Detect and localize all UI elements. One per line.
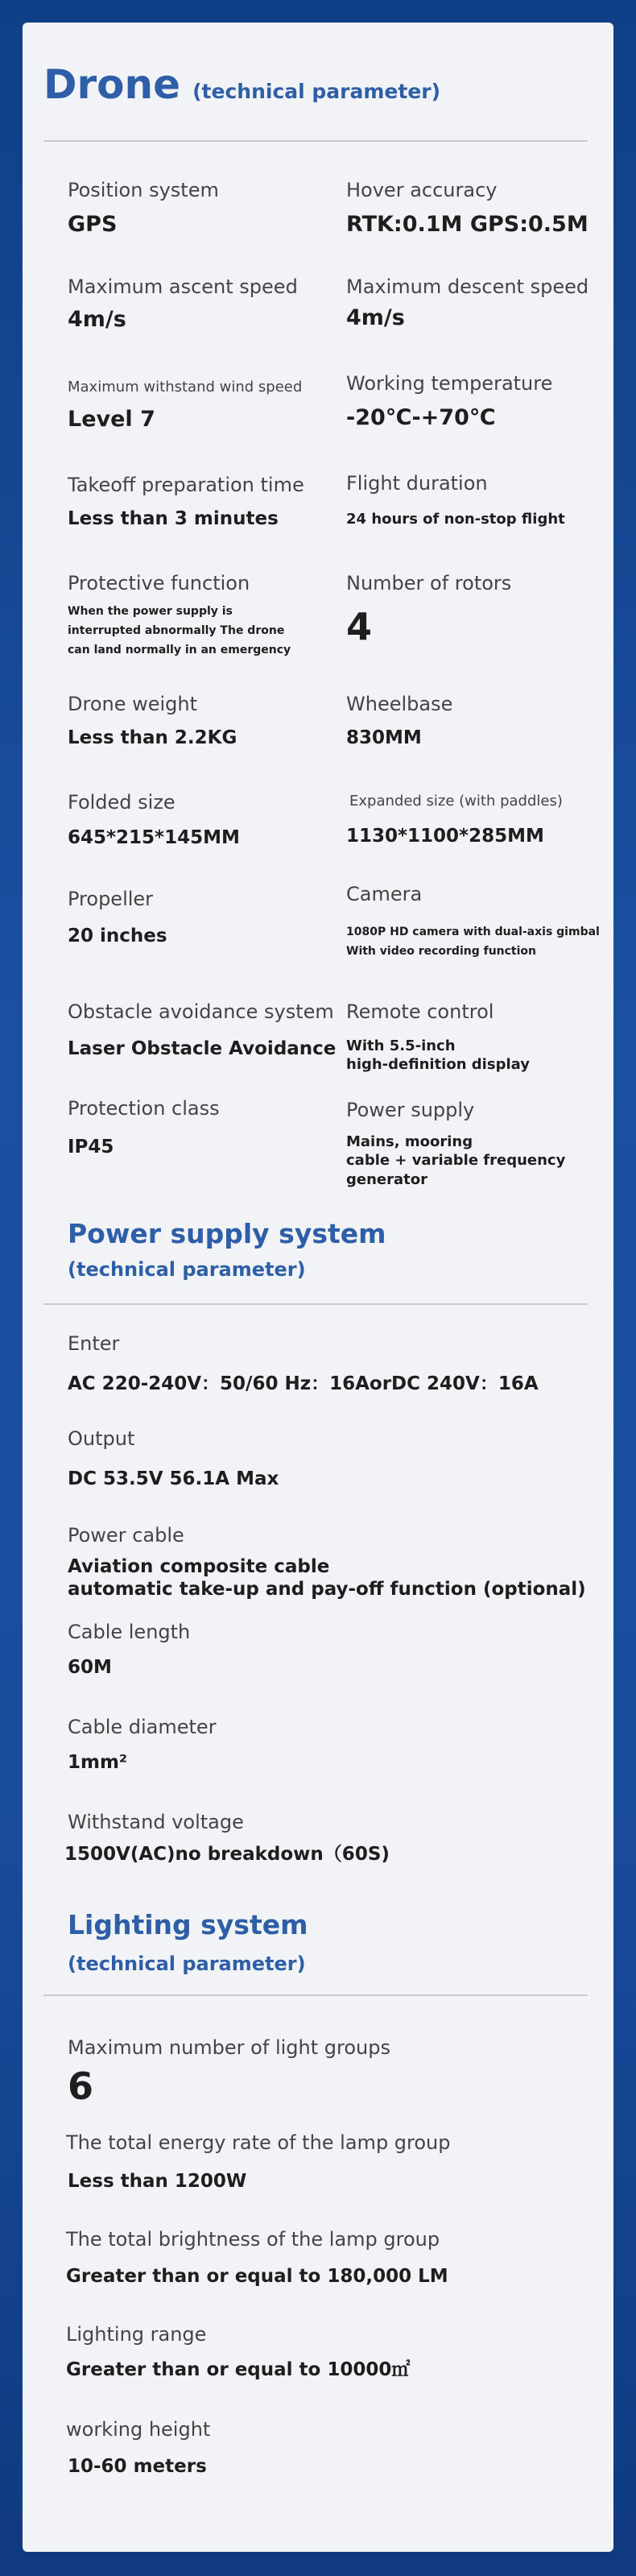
lighting-title: Lighting system bbox=[68, 1909, 308, 1940]
param-label: Power supply bbox=[346, 1099, 475, 1121]
param-value: Greater than or equal to 10000㎡ bbox=[66, 2359, 411, 2380]
param-value: Less than 3 minutes bbox=[68, 508, 279, 529]
param-value: Less than 1200W bbox=[68, 2171, 247, 2192]
lighting-subtitle: (technical parameter) bbox=[68, 1953, 306, 1975]
param-value: 1130*1100*285MM bbox=[346, 826, 544, 847]
param-label: Expanded size (with paddles) bbox=[349, 793, 563, 810]
param-value: DC 53.5V 56.1A Max bbox=[68, 1468, 279, 1489]
drone-divider bbox=[43, 140, 588, 142]
param-value: 4 bbox=[346, 605, 373, 648]
param-value: 1080P HD camera with dual-axis gimbal With video recording function bbox=[346, 926, 600, 958]
param-value: 20 inches bbox=[68, 926, 167, 946]
param-value: Aviation composite cable automatic take-up and pay-off function (optional) bbox=[68, 1556, 586, 1600]
param-label: Wheelbase bbox=[346, 693, 453, 715]
param-label: Lighting range bbox=[66, 2323, 207, 2346]
param-value: AC 220-240V：50/60 Hz：16AorDC 240V：16A bbox=[68, 1373, 539, 1394]
param-value: IP45 bbox=[68, 1137, 114, 1158]
drone-subtitle: (technical parameter) bbox=[192, 80, 441, 103]
param-label: Power cable bbox=[68, 1524, 184, 1547]
param-value: 830MM bbox=[346, 727, 422, 748]
param-label: Cable length bbox=[68, 1621, 191, 1643]
drone-title: Drone bbox=[43, 61, 181, 108]
power-divider bbox=[43, 1303, 588, 1305]
param-label: Remote control bbox=[346, 1000, 494, 1023]
param-label: Output bbox=[68, 1427, 135, 1450]
param-value: 645*215*145MM bbox=[68, 827, 240, 848]
param-value: Mains, mooring cable + variable frequency generator bbox=[346, 1133, 566, 1188]
param-value: 4m/s bbox=[346, 305, 405, 330]
power-subtitle: (technical parameter) bbox=[68, 1258, 306, 1281]
param-label: Camera bbox=[346, 883, 423, 905]
param-value: RTK:0.1M GPS:0.5M bbox=[346, 212, 589, 237]
param-value: 24 hours of non-stop flight bbox=[346, 511, 565, 528]
param-value: 10-60 meters bbox=[68, 2456, 207, 2477]
lighting-divider bbox=[43, 1994, 588, 1996]
param-label: Flight duration bbox=[346, 472, 488, 495]
param-value: With 5.5-inch high-definition display bbox=[346, 1037, 530, 1073]
param-label: Obstacle avoidance system bbox=[68, 1000, 334, 1023]
param-label: Maximum ascent speed bbox=[68, 275, 298, 298]
param-label: Protection class bbox=[68, 1097, 220, 1120]
param-value: Laser Obstacle Avoidance bbox=[68, 1038, 337, 1059]
param-label: The total energy rate of the lamp group bbox=[66, 2131, 451, 2154]
param-value: Level 7 bbox=[68, 407, 155, 432]
param-label: Protective function bbox=[68, 572, 250, 594]
param-label: Propeller bbox=[68, 888, 154, 910]
param-label: Drone weight bbox=[68, 693, 198, 715]
param-label: Maximum withstand wind speed bbox=[68, 379, 303, 396]
param-label: Withstand voltage bbox=[68, 1811, 244, 1833]
param-label: working height bbox=[66, 2418, 211, 2441]
param-value: 4m/s bbox=[68, 307, 126, 332]
param-value: GPS bbox=[68, 212, 118, 237]
param-label: Maximum descent speed bbox=[346, 275, 589, 298]
param-label: Working temperature bbox=[346, 372, 553, 395]
param-label: Takeoff preparation time bbox=[68, 474, 304, 496]
power-title: Power supply system bbox=[68, 1218, 386, 1249]
param-value: 1mm² bbox=[68, 1752, 128, 1773]
param-label: Cable diameter bbox=[68, 1716, 217, 1738]
param-value: 1500V(AC)no breakdown（60S) bbox=[64, 1844, 390, 1865]
param-label: Enter bbox=[68, 1332, 120, 1355]
param-label: The total brightness of the lamp group bbox=[66, 2228, 440, 2251]
param-value: 60M bbox=[68, 1657, 112, 1678]
param-value: Greater than or equal to 180,000 LM bbox=[66, 2266, 448, 2287]
param-value: -20℃-+70℃ bbox=[346, 405, 496, 430]
param-value: When the power supply is interrupted abnormally The drone can land normally in an emergency bbox=[68, 605, 291, 656]
param-value: 6 bbox=[68, 2065, 94, 2108]
param-label: Folded size bbox=[68, 791, 176, 814]
param-label: Maximum number of light groups bbox=[68, 2036, 390, 2059]
param-value: Less than 2.2KG bbox=[68, 727, 237, 748]
param-label: Number of rotors bbox=[346, 572, 512, 594]
param-label: Position system bbox=[68, 179, 219, 201]
drone-heading bbox=[43, 61, 440, 108]
param-label: Hover accuracy bbox=[346, 179, 498, 201]
